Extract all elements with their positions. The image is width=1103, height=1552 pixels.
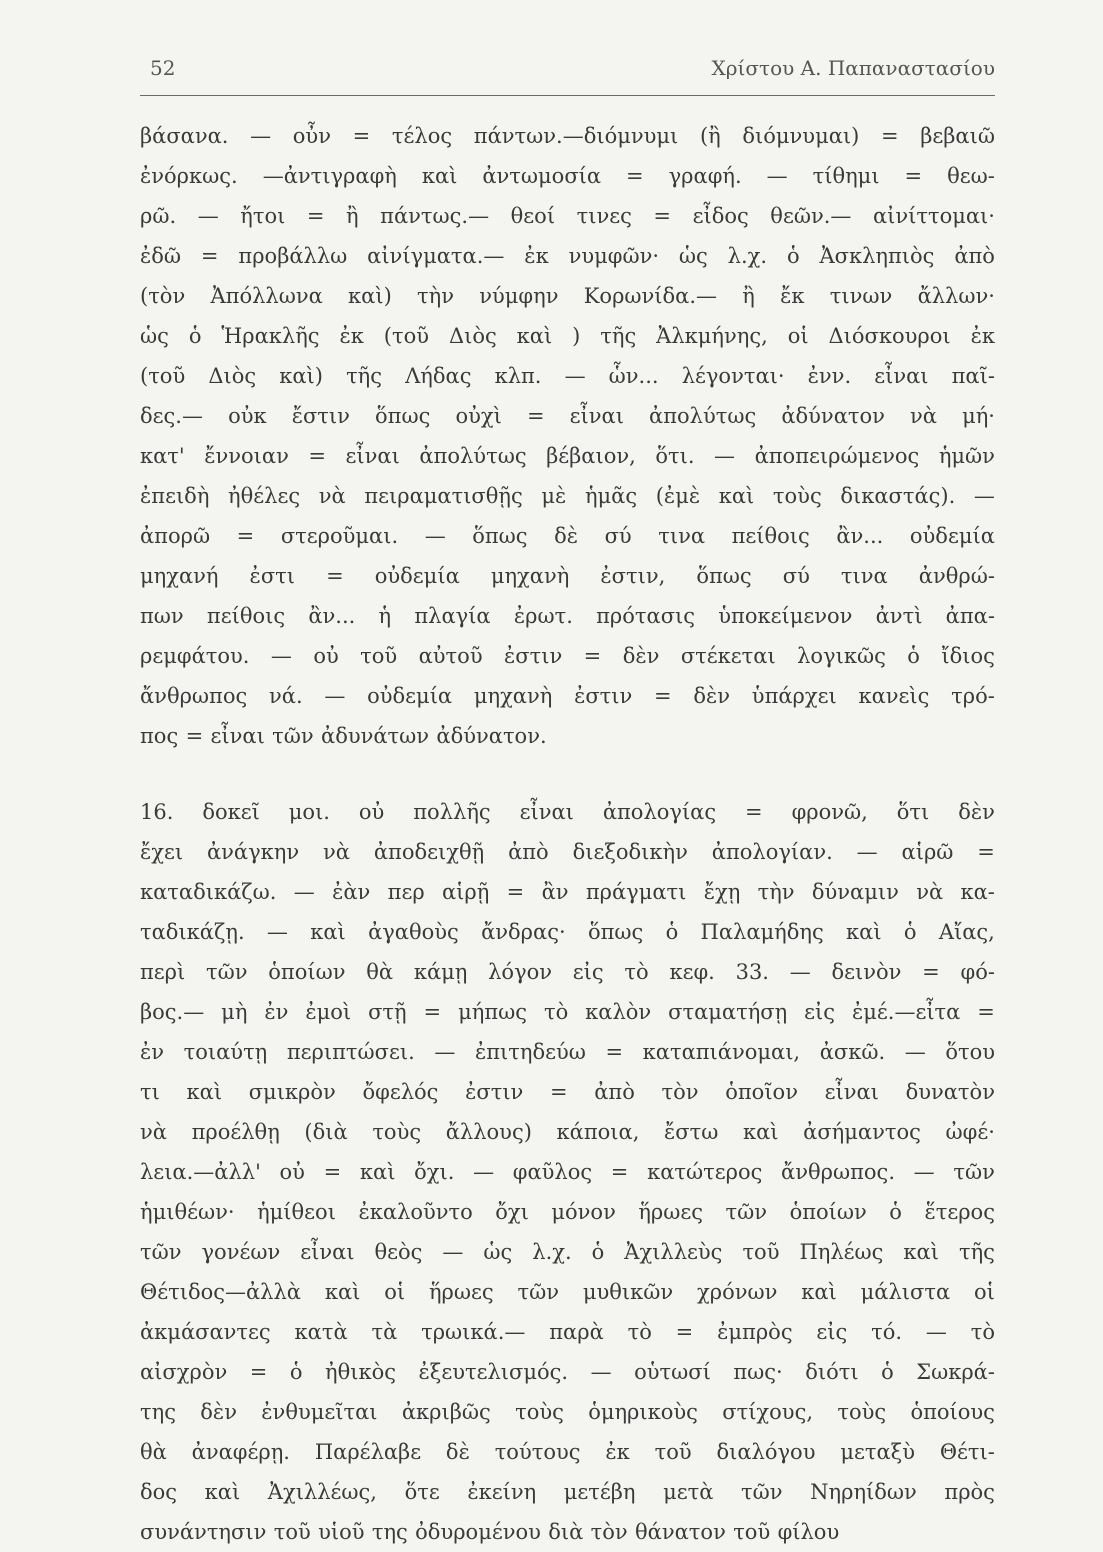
text-line: (τοῦ Διὸς καὶ) τῆς Λήδας κλπ. — ὧν... λέγονται· ἐνν. εἶναι παῖ- (140, 364, 995, 388)
page-number: 52 (150, 56, 176, 80)
text-line: ὡς ὁ Ἡρακλῆς ἐκ (τοῦ Διὸς καὶ ) τῆς Ἀλκμήνης, οἱ Διόσκουροι ἐκ (140, 324, 995, 348)
text-line: καταδικάζω. — ἐὰν περ αἱρῇ = ἂν πράγματι ἔχῃ τὴν δύναμιν νὰ κα- (140, 880, 995, 904)
text-line: νὰ προέλθῃ (διὰ τοὺς ἄλλους) κάποια, ἔστω καὶ ἀσήμαντος ὠφέ· (140, 1120, 995, 1144)
text-line: ἐνόρκως. —ἀντιγραφὴ καὶ ἀντωμοσία = γραφή. — τίθημι = θεω- (140, 164, 995, 188)
text-line: ἀκμάσαντες κατὰ τὰ τρωικά.— παρὰ τὸ = ἐμπρὸς εἰς τό. — τὸ (140, 1320, 995, 1344)
text-line: αἰσχρὸν = ὁ ἠθικὸς ἐξευτελισμός. — οὑτωσί πως· διότι ὁ Σωκρά- (140, 1360, 995, 1384)
page-header (140, 56, 995, 90)
commentary-text (140, 116, 995, 1552)
text-line: δος καὶ Ἀχιλλέως, ὅτε ἐκείνη μετέβη μετὰ τῶν Νηρηίδων πρὸς (140, 1480, 995, 1504)
text-line: βος.— μὴ ἐν ἐμοὶ στῇ = μήπως τὸ καλὸν σταματήσῃ εἰς ἐμέ.—εἶτα = (140, 1000, 995, 1024)
text-line: κατ' ἔννοιαν = εἶναι ἀπολύτως βέβαιον, ὅτι. — ἀποπειρώμενος ἡμῶν (140, 444, 995, 468)
text-line: δες.— οὐκ ἔστιν ὅπως οὐχὶ = εἶναι ἀπολύτως ἀδύνατον νὰ μή· (140, 404, 995, 428)
text-line: θὰ ἀναφέρῃ. Παρέλαβε δὲ τούτους ἐκ τοῦ διαλόγου μεταξὺ Θέτι- (140, 1440, 995, 1464)
text-line: ταδικάζῃ. — καὶ ἀγαθοὺς ἄνδρας· ὅπως ὁ Παλαμήδης καὶ ὁ Αἴας, (140, 920, 995, 944)
text-line: λεια.—ἀλλ' οὐ = καὶ ὄχι. — φαῦλος = κατώτερος ἄνθρωπος. — τῶν (140, 1160, 995, 1184)
text-line: μηχανή ἐστι = οὐδεμία μηχανὴ ἐστιν, ὅπως σύ τινα ἀνθρώ- (140, 564, 995, 588)
text-line: πων πείθοις ἂν... ἡ πλαγία ἐρωτ. πρότασις ὑποκείμενον ἀντὶ ἀπα- (140, 604, 995, 628)
text-line: βάσανα. — οὖν = τέλος πάντων.—διόμνυμι (ἢ διόμνυμαι) = βεβαιῶ (140, 124, 995, 148)
text-line: ἀπορῶ = στεροῦμαι. — ὅπως δὲ σύ τινα πείθοις ἂν... οὐδεμία (140, 524, 995, 548)
text-line: Θέτιδος—ἀλλὰ καὶ οἱ ἥρωες τῶν μυθικῶν χρόνων καὶ μάλιστα οἱ (140, 1280, 995, 1304)
text-line: ρεμφάτου. — οὐ τοῦ αὐτοῦ ἐστιν = δὲν στέκεται λογικῶς ὁ ἴδιος (140, 644, 995, 668)
text-line: ἐδῶ = προβάλλω αἰνίγματα.— ἐκ νυμφῶν· ὡς λ.χ. ὁ Ἀσκληπιὸς ἀπὸ (140, 244, 995, 268)
text-line: τι καὶ σμικρὸν ὄφελός ἐστιν = ἀπὸ τὸν ὁποῖον εἶναι δυνατὸν (140, 1080, 995, 1104)
text-line: ἐπειδὴ ἠθέλες νὰ πειραματισθῇς μὲ ἡμᾶς (ἐμὲ καὶ τοὺς δικαστάς). — (140, 484, 995, 508)
text-line: (τὸν Ἀπόλλωνα καὶ) τὴν νύμφην Κορωνίδα.— ἢ ἔκ τινων ἄλλων· (140, 284, 995, 308)
text-line: ἡμιθέων· ἡμίθεοι ἐκαλοῦντο ὄχι μόνον ἥρωες τῶν ὁποίων ὁ ἕτερος (140, 1200, 995, 1224)
text-line: ἐν τοιαύτῃ περιπτώσει. — ἐπιτηδεύω = καταπιάνομαι, ἀσκῶ. — ὅτου (140, 1040, 995, 1064)
text-line: ρῶ. — ἤτοι = ἢ πάντως.— θεοί τινες = εἶδος θεῶν.— αἰνίττομαι· (140, 204, 995, 228)
text-line: συνάντησιν τοῦ υἱοῦ της ὀδυρομένου διὰ τὸν θάνατον τοῦ φίλου (140, 1520, 840, 1544)
running-head: Χρίστου Α. Παπαναστασίου (711, 56, 995, 80)
text-line: τῶν γονέων εἶναι θεὸς — ὡς λ.χ. ὁ Ἀχιλλεὺς τοῦ Πηλέως καὶ τῆς (140, 1240, 995, 1264)
text-line: ἄνθρωπος νά. — οὐδεμία μηχανὴ ἐστιν = δὲν ὑπάρχει κανεὶς τρό- (140, 684, 995, 708)
text-line: περὶ τῶν ὁποίων θὰ κάμῃ λόγον εἰς τὸ κεφ. 33. — δεινὸν = φό- (140, 960, 995, 984)
text-line: της δὲν ἐνθυμεῖται ἀκριβῶς τοὺς ὁμηρικοὺς στίχους, τοὺς ὁποίους (140, 1400, 995, 1424)
text-line: 16. δοκεῖ μοι. οὐ πολλῆς εἶναι ἀπολογίας = φρονῶ, ὅτι δὲν (140, 800, 995, 824)
text-line: πος = εἶναι τῶν ἀδυνάτων ἀδύνατον. (140, 724, 547, 748)
text-line: ἔχει ἀνάγκην νὰ ἀποδειχθῇ ἀπὸ διεξοδικὴν ἀπολογίαν. — αἱρῶ = (140, 840, 995, 864)
header-rule (140, 95, 995, 96)
